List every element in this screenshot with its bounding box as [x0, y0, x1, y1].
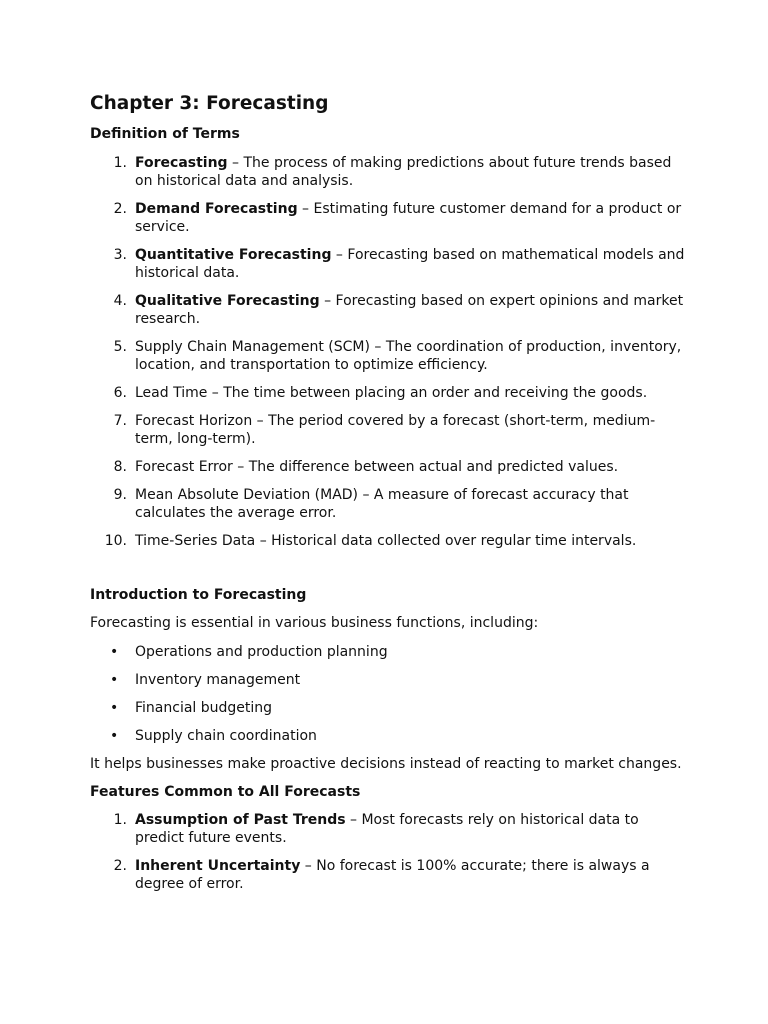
business-function-text: Operations and production planning	[135, 644, 388, 660]
business-function-item	[90, 671, 690, 689]
feature-text: – No forecast is 100% accurate; there is always a degree of error.	[135, 858, 650, 892]
definition-item-7	[90, 412, 690, 448]
introduction-heading: Introduction to Forecasting	[90, 587, 307, 603]
definition-item-1	[90, 154, 690, 190]
definition-item-8	[90, 458, 690, 476]
definition-number: 6.	[113, 385, 127, 401]
bullet-icon: •	[110, 672, 119, 688]
feature-term: Assumption of Past Trends	[135, 812, 346, 828]
definition-term: Qualitative Forecasting	[135, 293, 320, 309]
chapter-title: Chapter 3: Forecasting	[90, 93, 329, 114]
bullet-icon: •	[110, 728, 119, 744]
bullet-icon: •	[110, 700, 119, 716]
definition-text: Time-Series Data – Historical data collected over regular time intervals.	[135, 533, 637, 549]
definition-item-3	[90, 246, 690, 282]
definition-item-9	[90, 486, 690, 522]
definition-text: – The process of making predictions about future trends based on historical data and analysis.	[135, 155, 672, 189]
definition-number: 8.	[113, 459, 127, 475]
definition-text: – Forecasting based on mathematical models and historical data.	[135, 247, 685, 281]
features-list	[90, 811, 690, 893]
definition-text: – Estimating future customer demand for a product or service.	[135, 201, 682, 235]
feature-item-1	[90, 811, 690, 847]
definition-text: Mean Absolute Deviation (MAD) – A measure of forecast accuracy that calculates the average error.	[135, 487, 629, 521]
definition-term: Forecasting	[135, 155, 228, 171]
business-function-text: Financial budgeting	[135, 700, 273, 716]
definition-number: 5.	[113, 339, 127, 355]
definition-text: Forecast Horizon – The period covered by a forecast (short-term, medium-term, long-term).	[135, 413, 656, 447]
business-function-item	[90, 699, 690, 717]
definitions-heading: Definition of Terms	[90, 126, 240, 142]
introduction-lead: Forecasting is essential in various business functions, including:	[90, 615, 539, 631]
definition-number: 9.	[113, 487, 127, 503]
definition-text: Lead Time – The time between placing an order and receiving the goods.	[135, 385, 648, 401]
definition-term: Quantitative Forecasting	[135, 247, 332, 263]
definition-item-4	[90, 292, 690, 328]
business-function-text: Inventory management	[135, 672, 301, 688]
document-content	[90, 92, 690, 903]
definition-number: 10.	[104, 533, 127, 549]
feature-text: – Most forecasts rely on historical data to predict future events.	[135, 812, 639, 846]
feature-item-2	[90, 857, 690, 893]
definition-number: 3.	[113, 247, 127, 263]
definition-text: Forecast Error – The difference between actual and predicted values.	[135, 459, 619, 475]
definition-item-5	[90, 338, 690, 374]
definition-number: 2.	[113, 201, 127, 217]
business-function-item	[90, 643, 690, 661]
bullet-icon: •	[110, 644, 119, 660]
definition-number: 1.	[113, 155, 127, 171]
definition-text: Supply Chain Management (SCM) – The coordination of production, inventory, location, and transportation to optimize efficiency.	[135, 339, 682, 373]
feature-term: Inherent Uncertainty	[135, 858, 301, 874]
definition-term: Demand Forecasting	[135, 201, 298, 217]
business-function-text: Supply chain coordination	[135, 728, 317, 744]
feature-number: 1.	[113, 812, 127, 828]
feature-number: 2.	[113, 858, 127, 874]
business-function-item	[90, 727, 690, 745]
definition-item-2	[90, 200, 690, 236]
definition-item-10	[90, 532, 690, 550]
definitions-list	[90, 154, 690, 550]
definition-text: – Forecasting based on expert opinions and market research.	[135, 293, 684, 327]
features-heading: Features Common to All Forecasts	[90, 784, 361, 800]
definition-number: 4.	[113, 293, 127, 309]
business-functions-list	[90, 643, 690, 745]
definition-number: 7.	[113, 413, 127, 429]
definition-item-6	[90, 384, 690, 402]
introduction-closing: It helps businesses make proactive decisions instead of reacting to market changes.	[90, 756, 682, 772]
